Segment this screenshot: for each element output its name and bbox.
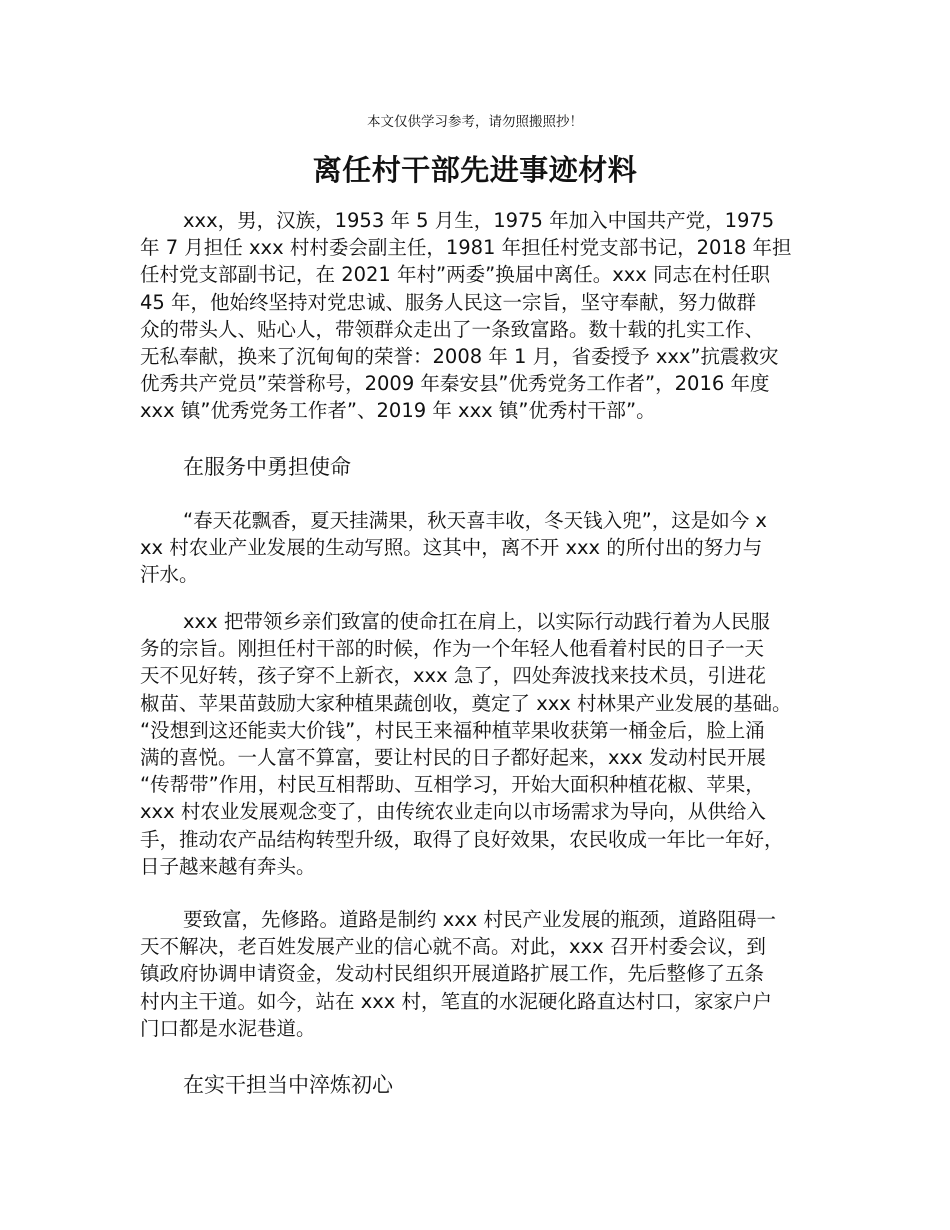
text-line: xx 村农业产业发展的生动写照。这其中，离不开 xxx 的所付出的努力与 bbox=[140, 536, 763, 560]
text-line: 手，推动农产品结构转型升级，取得了良好效果，农民收成一年比一年好， bbox=[140, 827, 784, 851]
document-title: 离任村干部先进事迹材料 bbox=[312, 153, 638, 187]
text-line: xxx，男，汉族，1953 年 5 月生，1975 年加入中国共产党，1975 bbox=[183, 209, 775, 232]
text-line: 汗水。 bbox=[140, 563, 199, 587]
text-line: 年 7 月担任 xxx 村村委会副主任，1981 年担任村党支部书记，2018 年担 bbox=[140, 236, 792, 260]
text-line: 任村党支部副书记，在 2021 年村”两委”换届中离任。xxx 同志在村任职 bbox=[140, 263, 771, 287]
text-line: “传帮带”作用，村民互相帮助、互相学习，开始大面积种植花椒、苹果， bbox=[140, 773, 765, 797]
section-heading-1: 在服务中勇担使命 bbox=[183, 455, 351, 479]
text-line: 众的带头人、贴心人，带领群众走出了一条致富路。数十载的扎实工作、 bbox=[140, 317, 765, 341]
section1-paragraph-2 bbox=[140, 608, 840, 880]
text-line: 日子越来越有奔头。 bbox=[140, 854, 316, 878]
text-line: xxx 把带领乡亲们致富的使命扛在肩上，以实际行动践行着为人民服 bbox=[183, 610, 770, 633]
section1-paragraph-3 bbox=[140, 906, 840, 1042]
text-line: 无私奉献，换来了沉甸甸的荣誉：2008 年 1 月，省委授予 xxx”抗震救灾 bbox=[140, 344, 779, 368]
text-line: 要致富，先修路。道路是制约 xxx 村民产业发展的瓶颈，道路阻碍一 bbox=[183, 908, 777, 931]
text-line: 优秀共产党员”荣誉称号，2009 年秦安县”优秀党务工作者”，2016 年度 bbox=[140, 372, 770, 396]
section-heading-2: 在实干担当中淬炼初心 bbox=[183, 1073, 393, 1097]
text-line: 村内主干道。如今，站在 xxx 村，笔直的水泥硬化路直达村口，家家户户 bbox=[140, 989, 773, 1013]
intro-paragraph bbox=[140, 207, 840, 425]
text-line: 满的喜悦。一人富不算富，要让村民的日子都好起来，xxx 发动村民开展 bbox=[140, 745, 766, 769]
text-line: “春天花飘香，夏天挂满果，秋天喜丰收，冬天钱入兜”，这是如今 x bbox=[183, 509, 767, 532]
section1-paragraph-1 bbox=[140, 507, 840, 589]
text-line: “没想到这还能卖大价钱”，村民王来福种植苹果收获第一桶金后，脸上涌 bbox=[140, 718, 765, 742]
text-line: 门口都是水泥巷道。 bbox=[140, 1016, 316, 1040]
text-line: 天不解决，老百姓发展产业的信心就不高。对此，xxx 召开村委会议，到 bbox=[140, 935, 766, 959]
text-line: 椒苗、苹果苗鼓励大家种植果蔬创收，奠定了 xxx 村林果产业发展的基础。 bbox=[140, 691, 792, 715]
copy-notice: 本文仅供学习参考，请勿照搬照抄！ bbox=[367, 114, 583, 130]
text-line: 镇政府协调申请资金，发动村民组织开展道路扩展工作，先后整修了五条 bbox=[140, 962, 765, 986]
text-line: xxx 镇”优秀党务工作者”、2019 年 xxx 镇”优秀村干部”。 bbox=[140, 399, 656, 423]
text-line: 务的宗旨。刚担任村干部的时候，作为一个年轻人他看着村民的日子一天 bbox=[140, 637, 765, 661]
text-line: 45 年，他始终坚持对党忠诚、服务人民这一宗旨，坚守奉献，努力做群 bbox=[140, 290, 757, 314]
text-line: 天不见好转，孩子穿不上新衣，xxx 急了，四处奔波找来技术员，引进花 bbox=[140, 664, 766, 688]
text-line: xxx 村农业发展观念变了，由传统农业走向以市场需求为导向，从供给入 bbox=[140, 800, 766, 824]
